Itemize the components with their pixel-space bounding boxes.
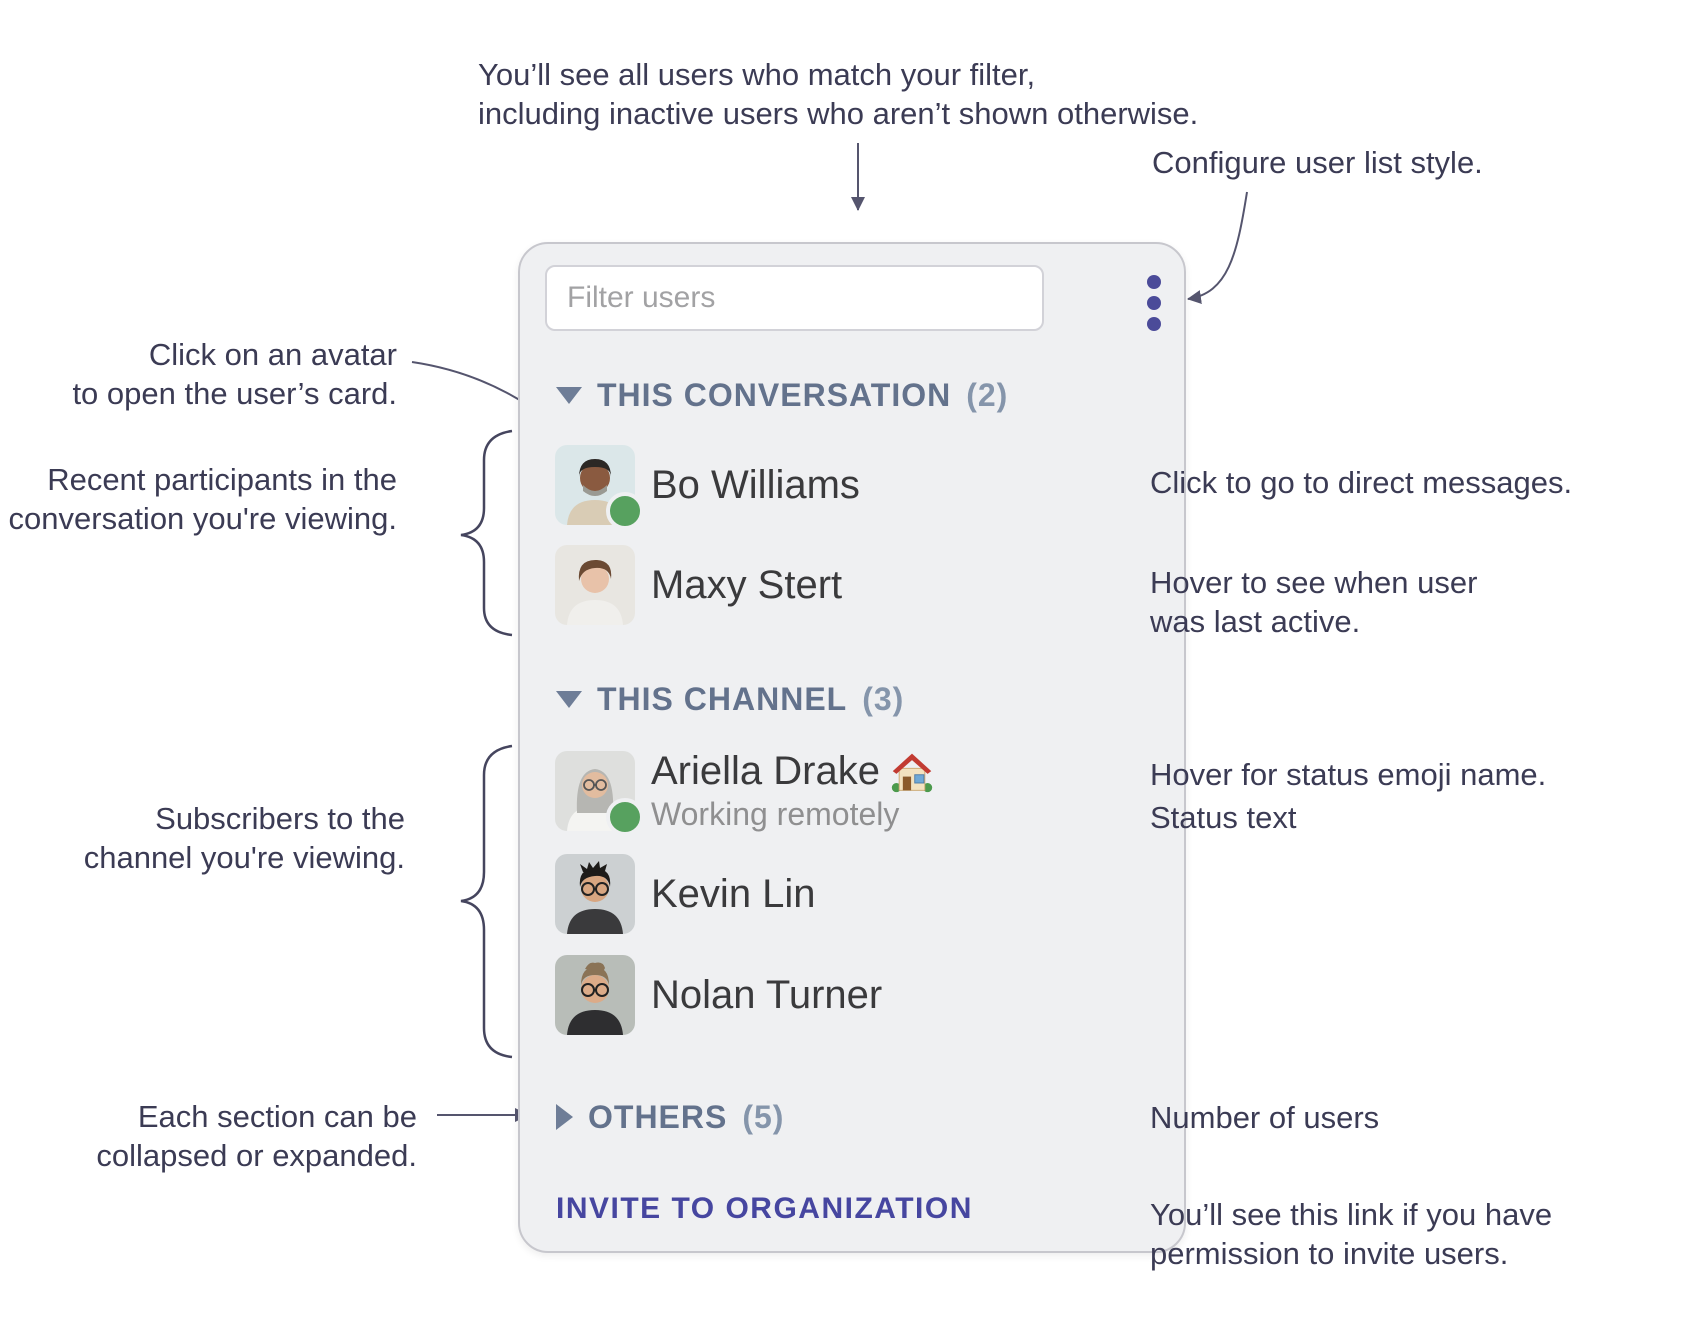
note-direct-messages: Click to go to direct messages. — [1150, 465, 1573, 500]
section-label: THIS CONVERSATION — [597, 376, 952, 413]
status-emoji-house-icon — [890, 750, 934, 794]
chevron-down-icon — [556, 387, 582, 404]
user-status-text: Working remotely — [651, 796, 900, 832]
note-filter-results: You’ll see all users who match your filter, including inactive users who aren’t shown otherwise. — [478, 57, 1199, 132]
user-list-panel — [518, 242, 1186, 1253]
note-collapse-expand: Each section can be collapsed or expanded. — [96, 1099, 417, 1174]
user-list-options-kebab-icon[interactable] — [1146, 275, 1162, 331]
avatar[interactable] — [555, 854, 635, 934]
section-count: (2) — [966, 376, 1009, 413]
section-this-channel[interactable] — [556, 676, 904, 722]
user-name[interactable]: Bo Williams — [651, 462, 860, 507]
note-subscribers: Subscribers to the channel you're viewing. — [83, 801, 405, 876]
arrow-configure — [1188, 192, 1247, 299]
avatar[interactable] — [555, 751, 635, 831]
user-name[interactable]: Maxy Stert — [651, 562, 843, 607]
note-status-emoji: Hover for status emoji name. — [1150, 757, 1547, 792]
note-configure-style: Configure user list style. — [1152, 145, 1483, 180]
user-row-bo-williams[interactable] — [555, 445, 860, 525]
chevron-right-icon — [556, 1104, 573, 1130]
section-count: (5) — [742, 1098, 785, 1135]
user-row-nolan-turner[interactable] — [555, 955, 882, 1035]
section-count: (3) — [862, 680, 905, 717]
presence-active-icon — [606, 492, 644, 530]
chevron-down-icon — [556, 691, 582, 708]
avatar[interactable] — [555, 545, 635, 625]
user-row-maxy-stert[interactable] — [555, 545, 842, 625]
brace-conversation — [461, 431, 512, 635]
presence-active-icon — [606, 798, 644, 836]
avatar[interactable] — [555, 955, 635, 1035]
note-recent-participants: Recent participants in the conversation you're viewing. — [8, 462, 397, 537]
note-number-of-users: Number of users — [1150, 1100, 1380, 1135]
user-name[interactable]: Kevin Lin — [651, 871, 816, 916]
invite-to-organization-link[interactable]: INVITE TO ORGANIZATION — [556, 1192, 973, 1225]
filter-users-input[interactable] — [545, 265, 1044, 331]
note-avatar-card: Click on an avatar to open the user’s card. — [72, 337, 397, 412]
user-name[interactable]: Ariella Drake — [651, 749, 880, 793]
brace-channel — [461, 746, 512, 1057]
note-status-text: Status text — [1150, 800, 1297, 835]
user-row-ariella-drake[interactable] — [555, 749, 934, 833]
section-label: THIS CHANNEL — [597, 680, 848, 717]
user-name[interactable]: Nolan Turner — [651, 972, 883, 1017]
note-last-active: Hover to see when user was last active. — [1150, 565, 1478, 640]
avatar[interactable] — [555, 445, 635, 525]
section-this-conversation[interactable] — [556, 372, 1008, 418]
note-invite-permission: You’ll see this link if you have permission to invite users. — [1150, 1197, 1553, 1272]
section-others[interactable] — [556, 1094, 784, 1140]
section-label: OTHERS — [588, 1098, 728, 1135]
user-row-kevin-lin[interactable] — [555, 854, 816, 934]
